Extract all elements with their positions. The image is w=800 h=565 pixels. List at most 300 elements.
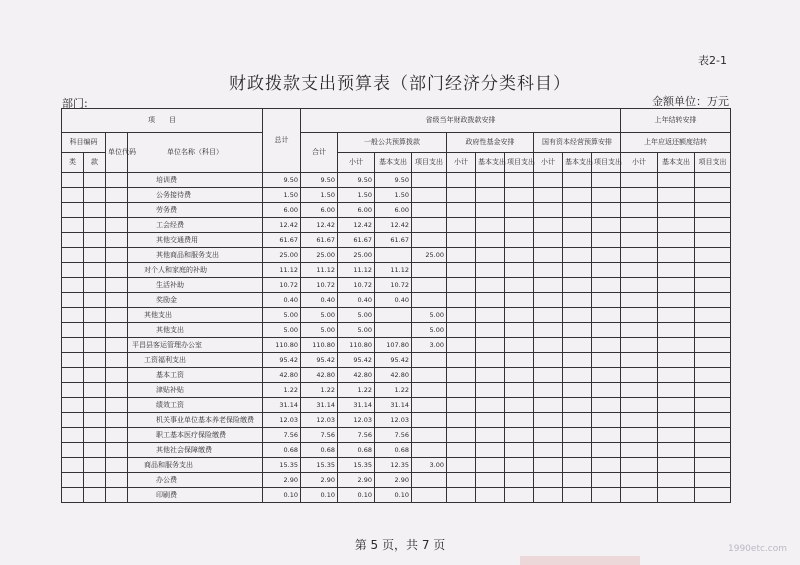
amount-cell: 61.67 bbox=[263, 233, 301, 248]
amount-cell: 5.00 bbox=[338, 323, 375, 338]
section-code-cell bbox=[84, 368, 106, 383]
table-row bbox=[62, 248, 731, 263]
amount-cell bbox=[534, 188, 563, 203]
amount-cell bbox=[534, 353, 563, 368]
department-label: 部门: bbox=[62, 97, 88, 110]
amount-cell bbox=[505, 443, 534, 458]
class-code-cell bbox=[62, 353, 84, 368]
amount-cell bbox=[476, 248, 505, 263]
class-code-cell bbox=[62, 218, 84, 233]
amount-cell bbox=[621, 248, 658, 263]
table-row bbox=[62, 413, 731, 428]
amount-cell bbox=[447, 488, 476, 503]
amount-cell bbox=[447, 428, 476, 443]
amount-cell bbox=[695, 338, 731, 353]
amount-cell bbox=[476, 188, 505, 203]
amount-cell bbox=[476, 173, 505, 188]
amount-cell bbox=[563, 323, 592, 338]
amount-cell bbox=[658, 488, 695, 503]
amount-cell bbox=[592, 218, 621, 233]
amount-cell bbox=[534, 458, 563, 473]
amount-cell bbox=[621, 263, 658, 278]
header-subtotal: 合计 bbox=[301, 133, 338, 173]
row-name: 办公费 bbox=[128, 473, 263, 488]
section-code-cell bbox=[84, 338, 106, 353]
section-code-cell bbox=[84, 218, 106, 233]
amount-cell: 95.42 bbox=[338, 353, 375, 368]
amount-cell: 1.50 bbox=[375, 188, 412, 203]
header-project: 项目支出 bbox=[412, 153, 447, 173]
row-name: 津贴补贴 bbox=[128, 383, 263, 398]
class-code-cell bbox=[62, 203, 84, 218]
amount-cell: 7.56 bbox=[263, 428, 301, 443]
amount-cell bbox=[695, 263, 731, 278]
budget-table bbox=[61, 108, 731, 503]
unit-code-cell bbox=[106, 338, 128, 353]
amount-cell: 25.00 bbox=[263, 248, 301, 263]
amount-cell bbox=[621, 188, 658, 203]
amount-cell: 5.00 bbox=[412, 323, 447, 338]
unit-code-cell bbox=[106, 458, 128, 473]
page-title: 财政拨款支出预算表（部门经济分类科目） bbox=[229, 74, 571, 94]
unit-code-cell bbox=[106, 398, 128, 413]
table-row bbox=[62, 233, 731, 248]
amount-cell bbox=[447, 308, 476, 323]
amount-cell bbox=[621, 338, 658, 353]
amount-cell bbox=[447, 383, 476, 398]
amount-cell bbox=[592, 293, 621, 308]
amount-cell bbox=[412, 218, 447, 233]
amount-cell bbox=[695, 233, 731, 248]
amount-cell bbox=[563, 263, 592, 278]
amount-cell bbox=[592, 248, 621, 263]
row-name: 奖励金 bbox=[128, 293, 263, 308]
amount-cell: 9.50 bbox=[263, 173, 301, 188]
amount-cell bbox=[695, 428, 731, 443]
amount-cell bbox=[592, 398, 621, 413]
amount-cell bbox=[505, 203, 534, 218]
row-name: 绩效工资 bbox=[128, 398, 263, 413]
amount-cell: 1.50 bbox=[263, 188, 301, 203]
class-code-cell bbox=[62, 398, 84, 413]
amount-cell bbox=[592, 173, 621, 188]
amount-cell bbox=[447, 293, 476, 308]
amount-cell: 12.03 bbox=[263, 413, 301, 428]
amount-cell bbox=[447, 203, 476, 218]
section-code-cell bbox=[84, 293, 106, 308]
class-code-cell bbox=[62, 173, 84, 188]
amount-cell bbox=[563, 173, 592, 188]
table-number: 表2-1 bbox=[698, 54, 727, 67]
amount-cell bbox=[621, 203, 658, 218]
header-small-total: 小计 bbox=[621, 153, 658, 173]
amount-cell bbox=[505, 218, 534, 233]
amount-cell: 110.80 bbox=[338, 338, 375, 353]
header-small-total: 小计 bbox=[534, 153, 563, 173]
amount-cell bbox=[476, 323, 505, 338]
amount-cell bbox=[534, 443, 563, 458]
row-name: 印刷费 bbox=[128, 488, 263, 503]
amount-cell bbox=[534, 293, 563, 308]
amount-cell bbox=[592, 383, 621, 398]
amount-cell: 0.40 bbox=[301, 293, 338, 308]
amount-cell bbox=[695, 308, 731, 323]
amount-cell: 3.00 bbox=[412, 458, 447, 473]
amount-cell bbox=[563, 428, 592, 443]
amount-cell: 6.00 bbox=[338, 203, 375, 218]
header-unit-name: 单位名称（科目） bbox=[128, 133, 263, 173]
amount-cell: 0.68 bbox=[338, 443, 375, 458]
amount-cell: 61.67 bbox=[301, 233, 338, 248]
amount-cell bbox=[563, 233, 592, 248]
header-unit-code: 单位代码 bbox=[106, 133, 128, 173]
amount-cell bbox=[447, 368, 476, 383]
class-code-cell bbox=[62, 293, 84, 308]
amount-cell bbox=[505, 368, 534, 383]
row-name: 对个人和家庭的补助 bbox=[128, 263, 263, 278]
amount-cell bbox=[592, 263, 621, 278]
header-section: 款 bbox=[84, 153, 106, 173]
section-code-cell bbox=[84, 428, 106, 443]
amount-cell bbox=[563, 278, 592, 293]
amount-cell: 95.42 bbox=[301, 353, 338, 368]
class-code-cell bbox=[62, 428, 84, 443]
amount-cell bbox=[476, 383, 505, 398]
amount-cell bbox=[592, 458, 621, 473]
amount-cell bbox=[658, 278, 695, 293]
amount-cell bbox=[621, 383, 658, 398]
table-row bbox=[62, 308, 731, 323]
class-code-cell bbox=[62, 323, 84, 338]
amount-cell: 11.12 bbox=[338, 263, 375, 278]
amount-cell: 95.42 bbox=[263, 353, 301, 368]
amount-cell bbox=[563, 443, 592, 458]
amount-cell bbox=[658, 248, 695, 263]
amount-cell bbox=[658, 443, 695, 458]
amount-cell bbox=[563, 293, 592, 308]
amount-cell bbox=[505, 428, 534, 443]
row-name: 职工基本医疗保险缴费 bbox=[128, 428, 263, 443]
row-name: 其他支出 bbox=[128, 323, 263, 338]
amount-cell bbox=[476, 398, 505, 413]
amount-cell bbox=[476, 413, 505, 428]
unit-code-cell bbox=[106, 188, 128, 203]
amount-cell bbox=[505, 383, 534, 398]
table-row bbox=[62, 338, 731, 353]
header-code: 科目编码 bbox=[62, 133, 106, 153]
amount-cell bbox=[375, 308, 412, 323]
row-name: 商品和服务支出 bbox=[128, 458, 263, 473]
amount-cell bbox=[621, 218, 658, 233]
table-row bbox=[62, 188, 731, 203]
amount-cell bbox=[563, 203, 592, 218]
amount-cell: 9.50 bbox=[301, 173, 338, 188]
table-row bbox=[62, 293, 731, 308]
amount-cell bbox=[412, 473, 447, 488]
table-row bbox=[62, 458, 731, 473]
unit-code-cell bbox=[106, 368, 128, 383]
amount-cell: 110.80 bbox=[301, 338, 338, 353]
amount-cell bbox=[695, 458, 731, 473]
amount-cell: 0.40 bbox=[338, 293, 375, 308]
header-class: 类 bbox=[62, 153, 84, 173]
unit-code-cell bbox=[106, 278, 128, 293]
amount-cell: 9.50 bbox=[338, 173, 375, 188]
amount-cell bbox=[534, 413, 563, 428]
amount-cell: 11.12 bbox=[301, 263, 338, 278]
amount-cell bbox=[412, 398, 447, 413]
unit-code-cell bbox=[106, 488, 128, 503]
amount-cell bbox=[412, 413, 447, 428]
header-item: 项 目 bbox=[62, 109, 263, 133]
amount-cell bbox=[412, 353, 447, 368]
unit-code-cell bbox=[106, 413, 128, 428]
amount-cell bbox=[695, 368, 731, 383]
class-code-cell bbox=[62, 278, 84, 293]
amount-cell bbox=[563, 248, 592, 263]
amount-cell bbox=[563, 458, 592, 473]
amount-cell: 2.90 bbox=[263, 473, 301, 488]
page-footer: 第 5 页，共 7 页 bbox=[354, 538, 446, 552]
amount-cell: 15.35 bbox=[263, 458, 301, 473]
amount-cell bbox=[505, 353, 534, 368]
amount-cell: 0.68 bbox=[263, 443, 301, 458]
amount-cell bbox=[534, 248, 563, 263]
table-row bbox=[62, 473, 731, 488]
amount-cell bbox=[505, 323, 534, 338]
header-small-total: 小计 bbox=[447, 153, 476, 173]
amount-cell: 11.12 bbox=[375, 263, 412, 278]
amount-cell: 0.40 bbox=[263, 293, 301, 308]
amount-cell bbox=[592, 368, 621, 383]
amount-cell: 2.90 bbox=[375, 473, 412, 488]
amount-cell bbox=[412, 293, 447, 308]
amount-cell: 6.00 bbox=[301, 203, 338, 218]
table-row bbox=[62, 368, 731, 383]
amount-cell bbox=[658, 293, 695, 308]
amount-cell bbox=[505, 308, 534, 323]
amount-cell bbox=[658, 173, 695, 188]
amount-cell: 10.72 bbox=[301, 278, 338, 293]
amount-cell bbox=[658, 338, 695, 353]
amount-cell bbox=[505, 233, 534, 248]
amount-cell bbox=[505, 413, 534, 428]
amount-cell bbox=[476, 473, 505, 488]
amount-cell bbox=[621, 293, 658, 308]
unit-code-cell bbox=[106, 263, 128, 278]
table-row bbox=[62, 173, 731, 188]
section-code-cell bbox=[84, 443, 106, 458]
amount-cell bbox=[534, 383, 563, 398]
amount-cell: 0.10 bbox=[301, 488, 338, 503]
amount-cell bbox=[695, 218, 731, 233]
amount-cell bbox=[412, 263, 447, 278]
amount-cell bbox=[658, 218, 695, 233]
amount-cell bbox=[412, 488, 447, 503]
amount-cell bbox=[505, 398, 534, 413]
section-code-cell bbox=[84, 473, 106, 488]
amount-cell bbox=[375, 323, 412, 338]
section-code-cell bbox=[84, 203, 106, 218]
amount-cell bbox=[534, 173, 563, 188]
amount-cell bbox=[695, 398, 731, 413]
amount-cell bbox=[658, 413, 695, 428]
amount-cell bbox=[505, 173, 534, 188]
class-code-cell bbox=[62, 233, 84, 248]
currency-unit-label: 金额单位：万元 bbox=[652, 95, 729, 108]
amount-cell bbox=[412, 368, 447, 383]
amount-cell bbox=[658, 383, 695, 398]
amount-cell bbox=[447, 263, 476, 278]
amount-cell bbox=[534, 218, 563, 233]
amount-cell bbox=[592, 413, 621, 428]
amount-cell bbox=[621, 428, 658, 443]
amount-cell bbox=[658, 188, 695, 203]
amount-cell bbox=[447, 173, 476, 188]
amount-cell bbox=[695, 413, 731, 428]
amount-cell bbox=[412, 443, 447, 458]
amount-cell: 2.90 bbox=[338, 473, 375, 488]
amount-cell: 12.35 bbox=[375, 458, 412, 473]
header-prior-return: 上年应返还额度结转 bbox=[621, 133, 731, 153]
amount-cell: 61.67 bbox=[375, 233, 412, 248]
table-row bbox=[62, 488, 731, 503]
table-row bbox=[62, 323, 731, 338]
amount-cell bbox=[447, 398, 476, 413]
watermark: 1990etc.com bbox=[728, 544, 788, 554]
header-state-capital: 国有资本经营预算安排 bbox=[534, 133, 621, 153]
amount-cell bbox=[563, 368, 592, 383]
amount-cell bbox=[658, 308, 695, 323]
unit-code-cell bbox=[106, 248, 128, 263]
amount-cell: 6.00 bbox=[375, 203, 412, 218]
amount-cell bbox=[592, 488, 621, 503]
amount-cell bbox=[658, 398, 695, 413]
header-basic: 基本支出 bbox=[658, 153, 695, 173]
amount-cell bbox=[592, 443, 621, 458]
amount-cell bbox=[505, 473, 534, 488]
amount-cell bbox=[621, 488, 658, 503]
header-total: 总计 bbox=[263, 109, 301, 173]
amount-cell bbox=[505, 263, 534, 278]
amount-cell bbox=[476, 443, 505, 458]
amount-cell bbox=[563, 413, 592, 428]
amount-cell: 7.56 bbox=[375, 428, 412, 443]
unit-code-cell bbox=[106, 173, 128, 188]
header-project: 项目支出 bbox=[505, 153, 534, 173]
amount-cell bbox=[505, 188, 534, 203]
section-code-cell bbox=[84, 383, 106, 398]
amount-cell bbox=[476, 218, 505, 233]
amount-cell: 12.03 bbox=[375, 413, 412, 428]
amount-cell bbox=[563, 353, 592, 368]
amount-cell: 3.00 bbox=[412, 338, 447, 353]
header-project: 项目支出 bbox=[592, 153, 621, 173]
table-row bbox=[62, 443, 731, 458]
amount-cell bbox=[658, 323, 695, 338]
amount-cell bbox=[563, 188, 592, 203]
amount-cell: 42.80 bbox=[338, 368, 375, 383]
amount-cell bbox=[447, 458, 476, 473]
amount-cell: 31.14 bbox=[375, 398, 412, 413]
row-name: 劳务费 bbox=[128, 203, 263, 218]
unit-code-cell bbox=[106, 383, 128, 398]
amount-cell bbox=[621, 353, 658, 368]
amount-cell bbox=[658, 458, 695, 473]
amount-cell bbox=[534, 473, 563, 488]
amount-cell bbox=[534, 323, 563, 338]
table-row bbox=[62, 383, 731, 398]
amount-cell bbox=[476, 428, 505, 443]
amount-cell: 5.00 bbox=[263, 323, 301, 338]
amount-cell bbox=[658, 353, 695, 368]
amount-cell bbox=[621, 368, 658, 383]
amount-cell bbox=[534, 338, 563, 353]
row-name: 公务接待费 bbox=[128, 188, 263, 203]
amount-cell: 42.80 bbox=[301, 368, 338, 383]
class-code-cell bbox=[62, 473, 84, 488]
amount-cell: 10.72 bbox=[263, 278, 301, 293]
amount-cell bbox=[563, 383, 592, 398]
section-code-cell bbox=[84, 188, 106, 203]
table-row bbox=[62, 278, 731, 293]
unit-code-cell bbox=[106, 353, 128, 368]
amount-cell bbox=[505, 293, 534, 308]
amount-cell: 42.80 bbox=[263, 368, 301, 383]
amount-cell bbox=[695, 293, 731, 308]
amount-cell bbox=[563, 473, 592, 488]
table-row bbox=[62, 218, 731, 233]
amount-cell bbox=[695, 173, 731, 188]
amount-cell bbox=[695, 278, 731, 293]
table-row bbox=[62, 263, 731, 278]
header-basic: 基本支出 bbox=[476, 153, 505, 173]
row-name: 基本工资 bbox=[128, 368, 263, 383]
amount-cell bbox=[476, 308, 505, 323]
amount-cell bbox=[534, 203, 563, 218]
amount-cell bbox=[658, 473, 695, 488]
class-code-cell bbox=[62, 458, 84, 473]
amount-cell: 1.50 bbox=[338, 188, 375, 203]
amount-cell bbox=[476, 338, 505, 353]
amount-cell bbox=[621, 458, 658, 473]
header-provincial: 省级当年财政拨款安排 bbox=[301, 109, 621, 133]
unit-code-cell bbox=[106, 323, 128, 338]
amount-cell bbox=[658, 428, 695, 443]
amount-cell bbox=[412, 233, 447, 248]
amount-cell bbox=[476, 368, 505, 383]
amount-cell bbox=[563, 338, 592, 353]
amount-cell: 1.22 bbox=[263, 383, 301, 398]
section-code-cell bbox=[84, 398, 106, 413]
amount-cell bbox=[695, 488, 731, 503]
section-code-cell bbox=[84, 233, 106, 248]
class-code-cell bbox=[62, 188, 84, 203]
row-name: 工会经费 bbox=[128, 218, 263, 233]
amount-cell bbox=[447, 413, 476, 428]
class-code-cell bbox=[62, 383, 84, 398]
row-name: 其他社会保障缴费 bbox=[128, 443, 263, 458]
header-general-budget: 一般公共预算拨款 bbox=[338, 133, 447, 153]
amount-cell bbox=[447, 473, 476, 488]
table-row bbox=[62, 398, 731, 413]
amount-cell: 15.35 bbox=[338, 458, 375, 473]
section-code-cell bbox=[84, 263, 106, 278]
amount-cell: 7.56 bbox=[338, 428, 375, 443]
amount-cell bbox=[534, 398, 563, 413]
amount-cell bbox=[534, 263, 563, 278]
amount-cell bbox=[695, 473, 731, 488]
